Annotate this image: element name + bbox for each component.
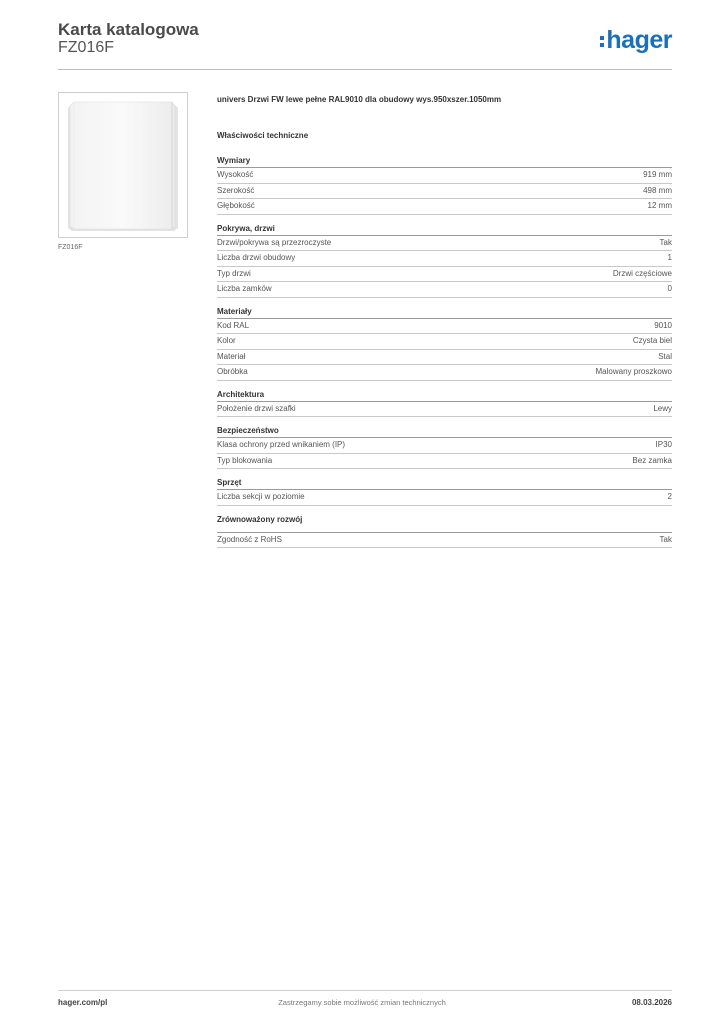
group-divider: [217, 526, 672, 533]
group-wymiary: [217, 154, 672, 215]
footer-divider: [58, 990, 672, 991]
property-row: [217, 365, 672, 381]
document-title: Karta katalogowa: [58, 20, 199, 39]
property-row: [217, 490, 672, 506]
group-architektura: [217, 388, 672, 418]
logo-dots-icon: [600, 33, 604, 50]
property-value: 498 mm: [643, 185, 672, 195]
property-label: Obróbka: [217, 367, 248, 376]
properties-heading: Właściwości techniczne: [217, 131, 309, 140]
product-image-frame: [58, 92, 188, 238]
property-value: 2: [667, 492, 672, 501]
group-title: Architektura: [217, 388, 672, 402]
property-value: IP30: [655, 440, 672, 449]
group-title: Bezpieczeństwo: [217, 424, 672, 438]
property-row: [217, 199, 672, 215]
property-row: [217, 251, 672, 267]
property-label: Klasa ochrony przed wnikaniem (IP): [217, 440, 346, 449]
header-divider: [58, 69, 672, 70]
group-title: Sprzęt: [217, 476, 672, 490]
property-row: [217, 438, 672, 454]
footer-date: 08.03.2026: [631, 998, 672, 1007]
property-row: [217, 282, 672, 298]
product-code: FZ016F: [58, 39, 115, 56]
property-label: Drzwi/pokrywa są przezroczyste: [217, 237, 332, 247]
property-value: Bez zamka: [632, 455, 672, 465]
property-value: 0: [667, 284, 672, 293]
property-row: [217, 168, 672, 184]
group-bezpieczenstwo: [217, 424, 672, 469]
property-value: Drzwi częściowe: [612, 268, 672, 278]
property-label: Liczba drzwi obudowy: [217, 253, 296, 262]
property-row: [217, 236, 672, 252]
group-sprzet: [217, 476, 672, 506]
property-row: [217, 334, 672, 350]
property-label: Typ drzwi: [217, 268, 251, 278]
property-value: 1: [667, 253, 672, 262]
footer-website[interactable]: hager.com/pl: [58, 998, 108, 1007]
product-description: univers Drzwi FW lewe pełne RAL9010 dla obudowy wys.950xszer.1050mm: [217, 95, 502, 104]
property-value: Lewy: [653, 403, 672, 413]
property-value: 12 mm: [647, 201, 672, 210]
group-title: Zrównoważony rozwój: [217, 514, 303, 524]
group-materialy: [217, 305, 672, 381]
property-row: [217, 454, 672, 470]
property-row: [217, 350, 672, 366]
property-label: Kod RAL: [217, 320, 250, 330]
group-pokrywa-drzwi: [217, 222, 672, 298]
property-row: [217, 319, 672, 335]
property-label: Położenie drzwi szafki: [217, 403, 296, 413]
image-caption: FZ016F: [58, 244, 83, 251]
property-label: Głębokość: [217, 201, 255, 210]
property-row: [217, 402, 672, 418]
property-value: Stal: [658, 351, 672, 361]
property-label: Liczba sekcji w poziomie: [217, 492, 305, 501]
property-label: Materiał: [217, 351, 246, 361]
property-row: [217, 533, 672, 549]
property-value: 919 mm: [643, 170, 672, 179]
property-label: Szerokość: [217, 185, 255, 195]
property-label: Typ blokowania: [217, 455, 273, 465]
content-column: [217, 95, 672, 555]
property-value: 9010: [654, 320, 672, 330]
group-title: Wymiary: [217, 154, 672, 168]
hager-logo: [600, 28, 672, 53]
property-label: Liczba zamków: [217, 284, 272, 293]
group-title: Pokrywa, drzwi: [217, 222, 672, 236]
property-row: [217, 184, 672, 200]
property-row: [217, 267, 672, 283]
logo-text: hager: [606, 26, 672, 54]
property-label: Kolor: [217, 336, 236, 345]
door-panel-image: [64, 98, 182, 232]
property-value: Tak: [659, 534, 672, 544]
property-label: Wysokość: [217, 170, 254, 179]
group-zrownowazony-rozwoj: [217, 513, 672, 549]
group-title: Materiały: [217, 305, 672, 319]
property-label: Zgodność z RoHS: [217, 534, 282, 544]
footer-disclaimer: Zastrzegamy sobie możliwość zmian technicznych: [278, 998, 446, 1007]
property-value: Tak: [659, 237, 672, 247]
property-value: Malowany proszkowo: [595, 367, 672, 376]
property-value: Czysta biel: [632, 336, 672, 345]
